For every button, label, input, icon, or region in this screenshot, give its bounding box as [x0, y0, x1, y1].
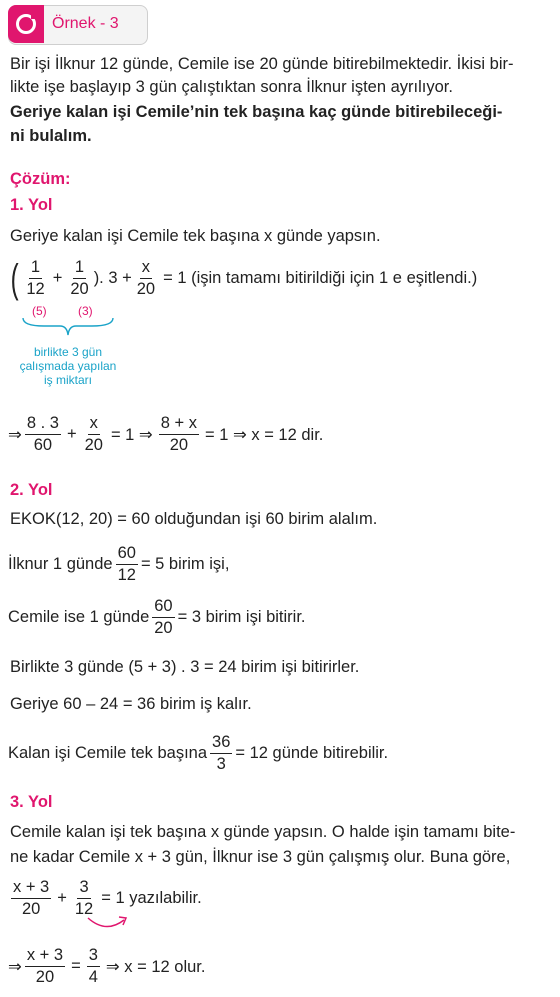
example-label: Örnek - 3 [52, 15, 119, 32]
fraction: $\frac{60}{12}$ [117, 544, 136, 584]
problem-line-1: Bir işi İlknur 12 günde, Cemile ise 20 günde bitirebilmektedir. İkisi bir- [10, 55, 514, 73]
fraction: $\frac{36}{3}$ [212, 733, 231, 773]
fraction: $\frac{x}{20}$ [84, 414, 103, 454]
method-2-line-1: EKOK(12, 20) = 60 olduğundan işi 60 birim alalım. [10, 510, 378, 528]
method-1-intro: Geriye kalan işi Cemile tek başına x günde yapsın. [10, 227, 381, 245]
method-1-equation-1: ( $\frac{1}{12}$ + $\frac{1}{20}$ ). 3 + $\frac{x}{20}$ = 1 (işin tamamı bitirildiği için 1 e eşitlendi.) [10, 256, 478, 301]
method-3-equation-2: ⇒ $\frac{x + 3}{20}$ = $\frac{3}{4}$ ⇒ x = 12 olur. [8, 946, 206, 986]
solution-title: Çözüm: [10, 170, 71, 188]
example-icon [8, 5, 44, 43]
curved-arrow-icon [84, 912, 132, 932]
method-2-line-3: Cemile ise 1 günde $\frac{60}{20}$ = 3 birim işi bitirir. [8, 597, 306, 637]
fraction: $\frac{8 + x}{20}$ [160, 414, 197, 454]
method-1-equation-2: ⇒ $\frac{8 . 3}{60}$ + $\frac{x}{20}$ = 1 ⇒ $\frac{8 + x}{20}$ = 1 ⇒ x = 12 dir. [8, 414, 324, 454]
fraction: $\frac{1}{20}$ [70, 258, 89, 298]
question-line-2: ni bulalım. [10, 127, 92, 145]
fraction: $\frac{x + 3}{20}$ [26, 946, 64, 986]
fraction: $\frac{8 . 3}{60}$ [26, 414, 59, 454]
method-3-line-1: Cemile kalan işi tek başına x günde yapsın. O halde işin tamamı bite- [10, 823, 516, 841]
method-1-title: 1. Yol [10, 196, 53, 214]
method-2-title: 2. Yol [10, 481, 53, 499]
fraction: $\frac{3}{12}$ [74, 878, 94, 918]
method-2-line-6: Kalan işi Cemile tek başına $\frac{36}{3}$ = 12 günde bitirebilir. [8, 733, 389, 773]
fraction: $\frac{x + 3}{20}$ [13, 878, 50, 918]
expansion-factor-3: (3) [78, 304, 93, 318]
fraction: $\frac{x}{20}$ [136, 258, 156, 298]
method-3-line-2: ne kadar Cemile x + 3 gün, İlknur ise 3 gün çalışmış olur. Buna göre, [10, 848, 511, 866]
question-line-1: Geriye kalan işi Cemile’nin tek başına kaç günde bitirebileceği- [10, 103, 503, 121]
method-2-line-4: Birlikte 3 günde (5 + 3) . 3 = 24 birim işi bitirirler. [10, 658, 360, 676]
method-3-equation-1: $\frac{x + 3}{20}$ + $\frac{3}{12}$ = 1 yazılabilir. [13, 878, 202, 918]
method-2-line-2: İlknur 1 günde $\frac{60}{12}$ = 5 birim işi, [8, 544, 230, 584]
fraction: $\frac{60}{20}$ [154, 597, 173, 637]
method-2-line-5: Geriye 60 – 24 = 36 birim iş kalır. [10, 695, 252, 713]
fraction: $\frac{3}{4}$ [88, 946, 98, 986]
brace-note: birlikte 3 gün çalışmada yapılan iş miktarı [19, 345, 117, 387]
grouping-brace-icon [20, 316, 116, 338]
expansion-factor-5: (5) [32, 304, 47, 318]
method-3-title: 3. Yol [10, 793, 53, 811]
problem-line-2: likte işe başlayıp 3 gün çalıştıktan sonra İlknur işten ayrılıyor. [10, 78, 453, 96]
fraction: $\frac{1}{12}$ [26, 258, 45, 298]
